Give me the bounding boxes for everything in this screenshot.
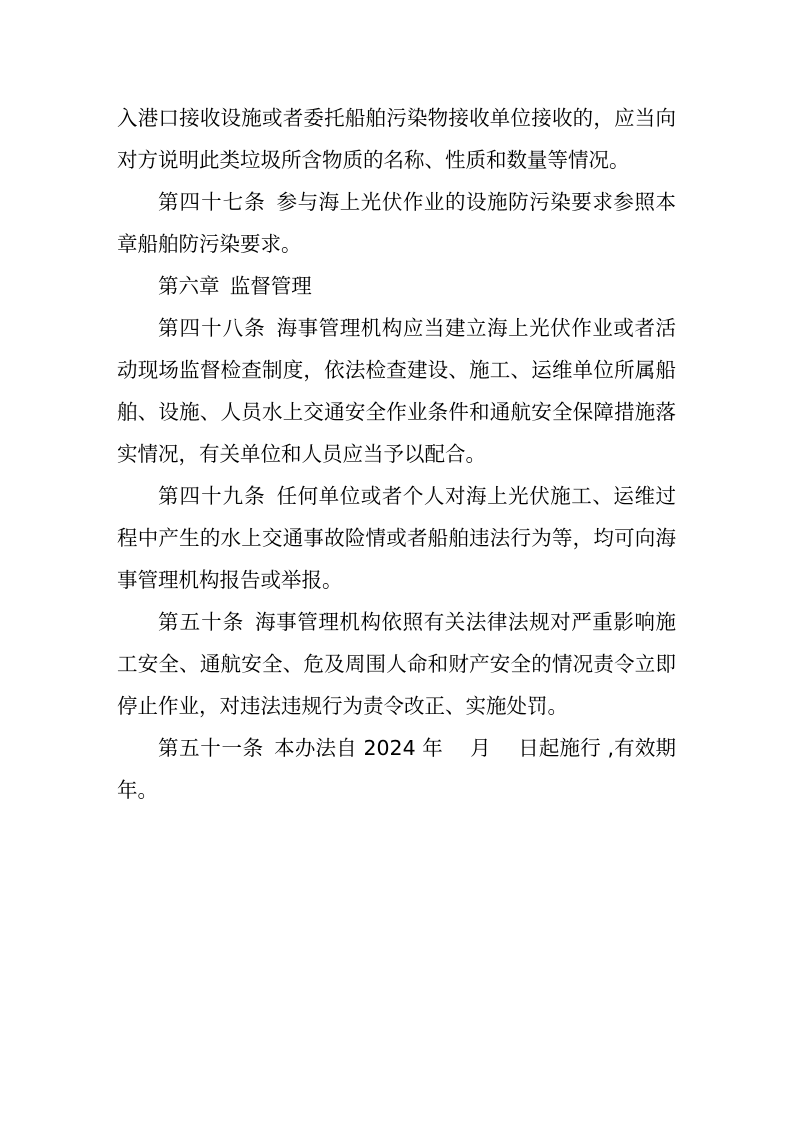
article-label: 第四十七条 [158,190,266,214]
article-48 [117,307,676,475]
chapter-6-heading [117,265,676,307]
article-label: 第四十九条 [158,484,266,508]
article-label: 第五十条 [158,610,245,634]
chapter-label: 第六章 [158,274,220,298]
chapter-title: 监督管理 [229,274,312,298]
article-text: 海事管理机构应当建立海上光伏作业或者活动现场监督检查制度，依法检查建设、施工、运维单位所属船舶、设施、人员水上交通安全作业条件和通航安全保障措施落实情况，有关单位和人员应当予以配合。 [117,316,677,466]
article-text: 任何单位或者个人对海上光伏施工、运维过程中产生的水上交通事故险情或者船舶违法行为等，均可向海事管理机构报告或举报。 [117,484,677,592]
article-50 [117,601,676,727]
document-body [117,97,697,811]
article-49 [117,475,676,601]
article-label: 第四十八条 [158,316,266,340]
article-text: 参与海上光伏作业的设施防污染要求参照本章船舶防污染要求。 [117,190,677,256]
paragraph-text: 入港口接收设施或者委托船舶污染物接收单位接收的，应当向对方说明此类垃圾所含物质的名称、性质和数量等情况。 [117,106,676,172]
paragraph-continuation [117,97,676,181]
article-label: 第五十一条 [158,736,264,760]
article-text: 海事管理机构依照有关法律法规对严重影响施工安全、通航安全、危及周围人命和财产安全的情况责令立即停止作业，对违法违规行为责令改正、实施处罚。 [117,610,677,718]
article-47 [117,181,676,265]
article-text: 本办法自 2024 年 月 日起施行 ,有效期 年。 [117,736,697,802]
article-51 [117,727,697,811]
